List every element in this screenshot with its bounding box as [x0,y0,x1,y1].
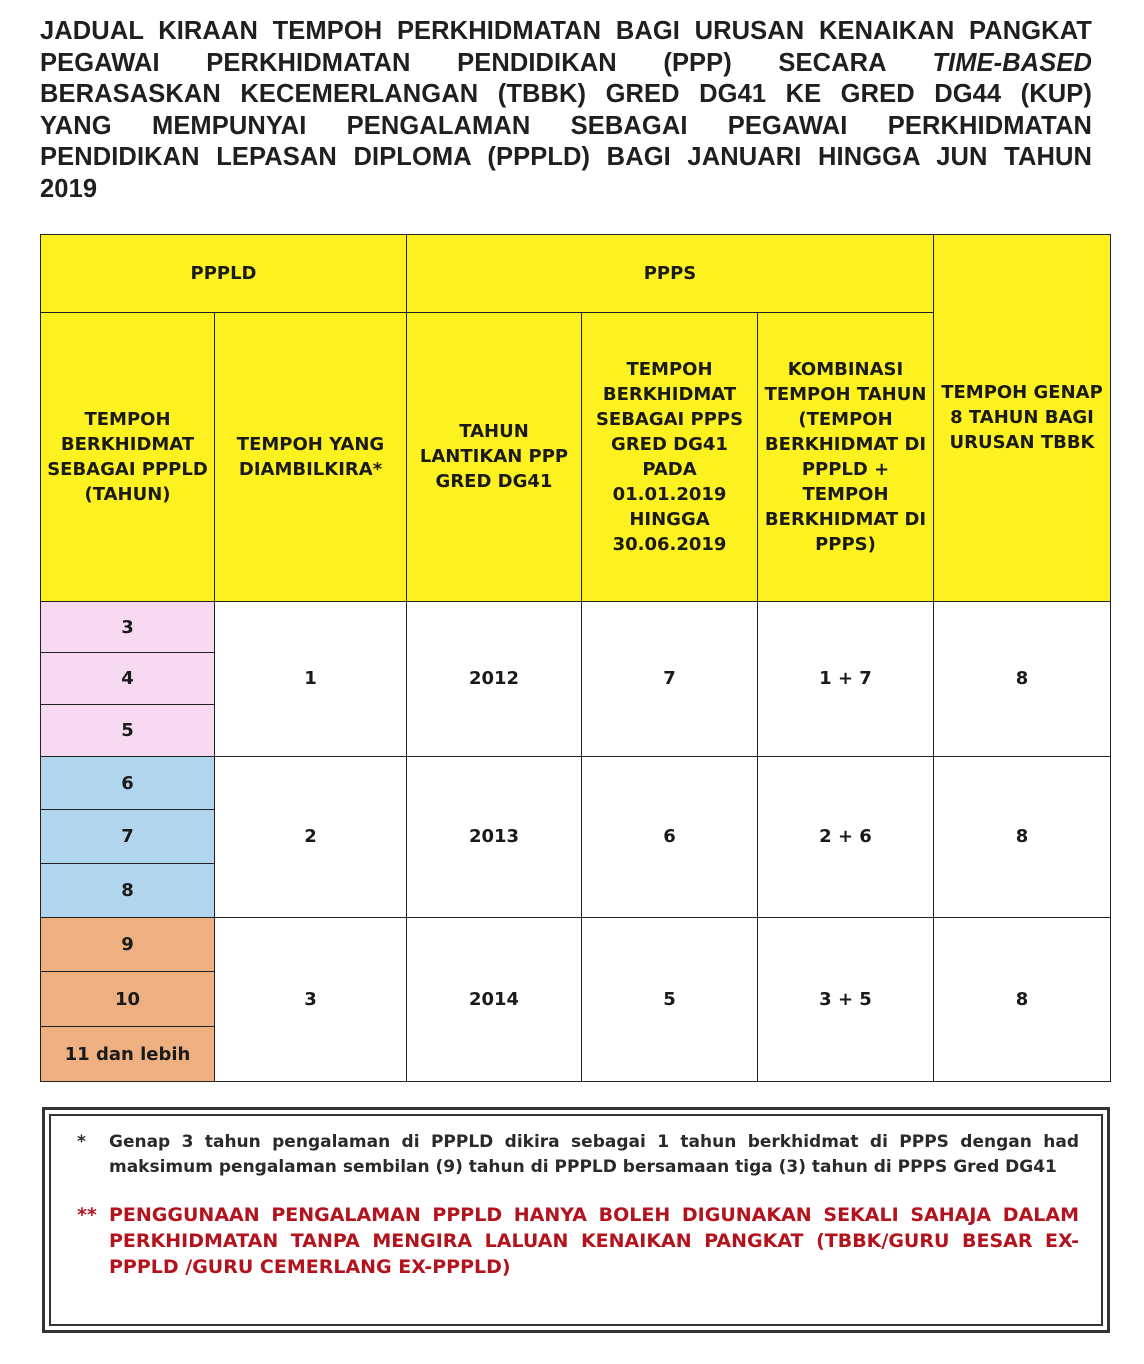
tahun-lantikan-cell: 2012 [407,601,582,756]
pppld-years-cell: 10 [41,972,215,1027]
diambilkira-cell: 2 [215,756,407,917]
diambilkira-cell: 3 [215,917,407,1081]
notes-inner-frame [49,1114,1103,1326]
title-line-4: YANG MEMPUNYAI PENGALAMAN SEBAGAI PEGAWAI PERKHIDMATAN [40,111,1092,140]
service-period-table [40,234,1111,1082]
title-line-2: PEGAWAI PERKHIDMATAN PENDIDIKAN (PPP) SECARA TIME-BASED [40,48,1093,77]
table-row [41,756,1111,810]
tahun-lantikan-cell: 2014 [407,917,582,1081]
pppld-years-cell: 4 [41,653,215,705]
pppld-years-cell: 9 [41,917,215,972]
pppld-years-cell: 11 dan lebih [41,1027,215,1082]
tahun-lantikan-cell: 2013 [407,756,582,917]
header-tempoh-diambilkira: TEMPOH YANG DIAMBILKIRA* [215,313,407,602]
page-title [40,16,1092,205]
ppps-years-cell: 5 [582,917,758,1081]
header-tempoh-genap: TEMPOH GENAP 8 TAHUN BAGI URUSAN TBBK [934,235,1111,602]
title-line-6: 2019 [40,174,98,203]
pppld-years-cell: 5 [41,705,215,757]
kombinasi-cell: 2 + 6 [758,756,934,917]
ppps-years-cell: 6 [582,756,758,917]
tempoh-genap-cell: 8 [934,601,1111,756]
pppld-years-cell: 7 [41,810,215,864]
asterisk-marker: * [77,1132,86,1152]
header-pppld: PPPLD [41,235,407,313]
title-line-5: PENDIDIKAN LEPASAN DIPLOMA (PPPLD) BAGI JANUARI HINGGA JUN TAHUN [40,143,1092,171]
table-row [41,601,1111,653]
header-tahun-lantikan: TAHUN LANTIKAN PPP GRED DG41 [407,313,582,602]
table-row [41,917,1111,972]
double-asterisk-marker: ** [77,1204,97,1226]
footnote-single-star [77,1130,1079,1180]
title-line-3: BERASASKAN KECEMERLANGAN (TBBK) GRED DG41 KE GRED DG44 (KUP) [40,80,1092,108]
pppld-years-cell: 3 [41,601,215,653]
header-kombinasi: KOMBINASI TEMPOH TAHUN (TEMPOH BERKHIDMAT DI PPPLD + TEMPOH BERKHIDMAT DI PPPS) [758,313,934,602]
warning-text: PENGGUNAAN PENGALAMAN PPPLD HANYA BOLEH DIGUNAKAN SEKALI SAHAJA DALAM PERKHIDMATAN TANPA MENGIRA LALUAN KENAIKAN PANGKAT (TBBK/GURU BESAR EX-PPPLD /GURU CEMERLANG EX-PPPLD) [109,1204,1079,1278]
diambilkira-cell: 1 [215,601,407,756]
title-line-1: JADUAL KIRAAN TEMPOH PERKHIDMATAN BAGI URUSAN KENAIKAN PANGKAT [40,17,1092,45]
footnote-double-star [77,1202,1079,1280]
pppld-years-cell: 8 [41,864,215,918]
title-emphasis: TIME-BASED [932,48,1093,77]
ppps-years-cell: 7 [582,601,758,756]
header-tempoh-berkhidmat-pppld: TEMPOH BERKHIDMAT SEBAGAI PPPLD (TAHUN) [41,313,215,602]
footnote-text: Genap 3 tahun pengalaman di PPPLD dikira sebagai 1 tahun berkhidmat di PPPS dengan had maksimum pengalaman sembilan (9) tahun di PPPLD bersamaan tiga (3) tahun di PPPS Gred DG41 [109,1132,1079,1177]
tempoh-genap-cell: 8 [934,917,1111,1081]
table-group-header-row [41,235,1111,313]
pppld-years-cell: 6 [41,756,215,810]
notes-box [42,1107,1110,1333]
header-tempoh-berkhidmat-ppps: TEMPOH BERKHIDMAT SEBAGAI PPPS GRED DG41 PADA 01.01.2019 HINGGA 30.06.2019 [582,313,758,602]
header-ppps: PPPS [407,235,934,313]
kombinasi-cell: 3 + 5 [758,917,934,1081]
kombinasi-cell: 1 + 7 [758,601,934,756]
tempoh-genap-cell: 8 [934,756,1111,917]
